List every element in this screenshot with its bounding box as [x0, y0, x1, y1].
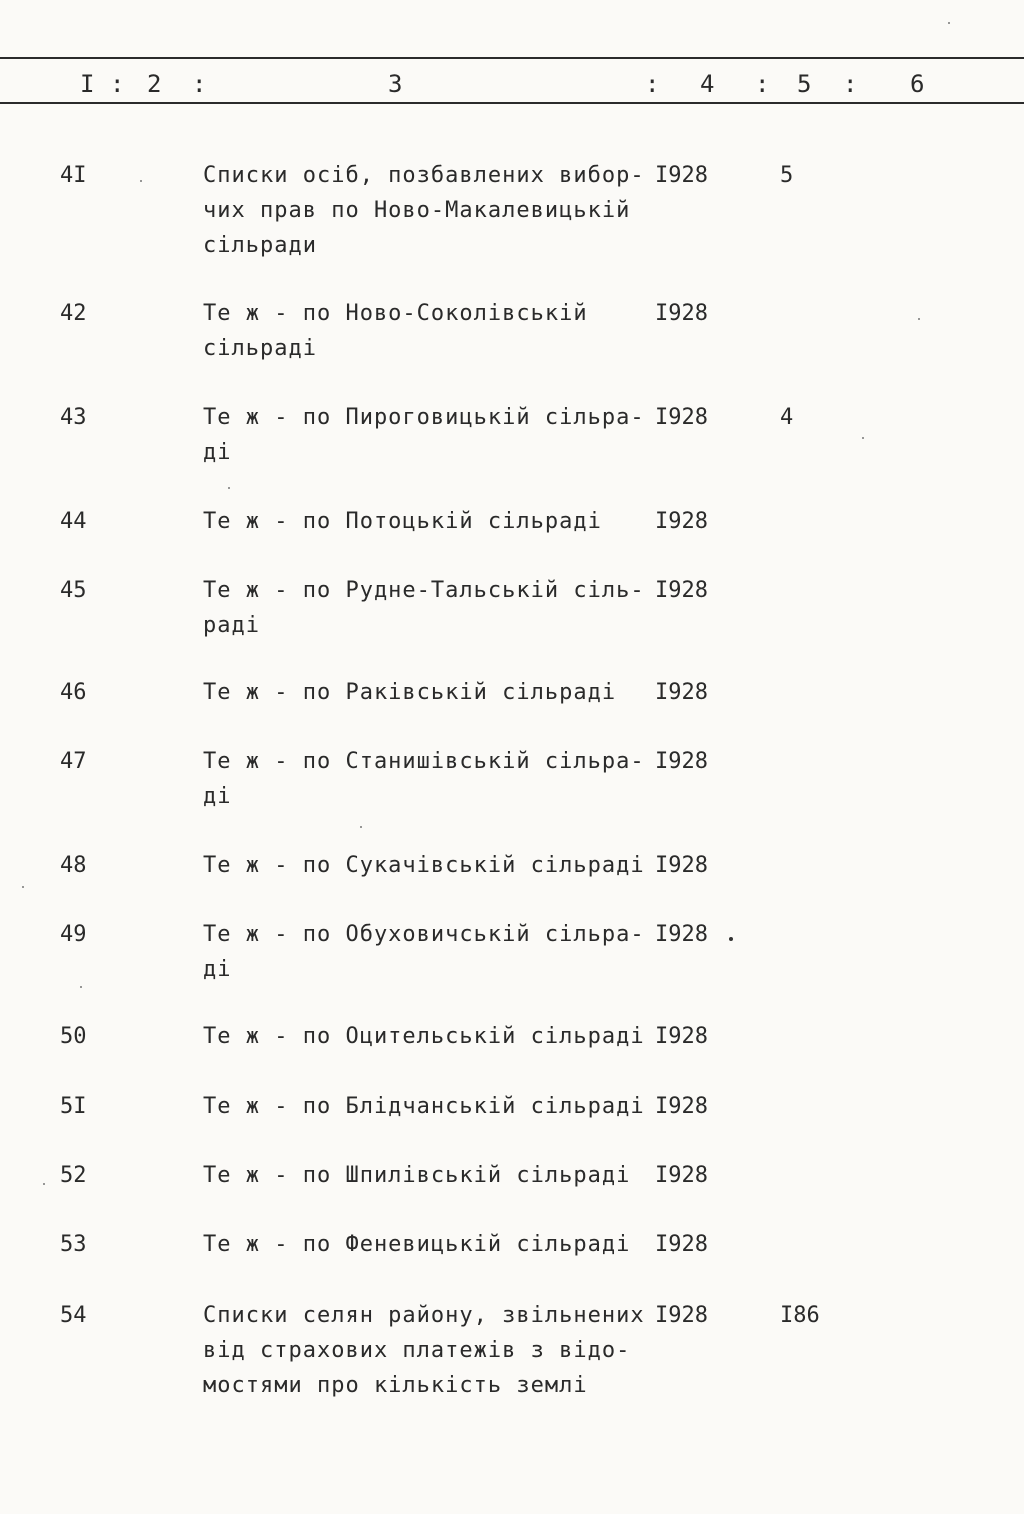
scan-speck	[43, 1183, 45, 1185]
row-description: Те ж - по Феневицькій сільраді	[203, 1232, 631, 1257]
col-header-1: I	[80, 70, 97, 98]
col-separator: :	[843, 70, 860, 98]
row-number: 5I	[60, 1094, 87, 1119]
row-number: 49	[60, 922, 87, 947]
col-header-3: 3	[388, 70, 405, 98]
row-year: I928	[655, 163, 708, 188]
scan-speck	[80, 986, 82, 988]
header-top-rule	[0, 57, 1024, 59]
row-description: Те ж - по Станишівській сільра- ді	[203, 749, 645, 809]
row-number: 42	[60, 301, 87, 326]
col-separator: :	[192, 70, 209, 98]
row-description: Списки осіб, позбавлених вибор- чих прав по Ново-Макалевицькій сільради	[203, 163, 645, 258]
row-year: I928	[655, 853, 708, 878]
row-count: 5	[780, 163, 794, 188]
row-description: Те ж - по Шпилівській сільраді	[203, 1163, 631, 1188]
row-number: 52	[60, 1163, 87, 1188]
row-number: 43	[60, 405, 87, 430]
col-header-5: 5	[797, 70, 814, 98]
row-year: I928	[655, 1094, 708, 1119]
col-separator: :	[755, 70, 772, 98]
scan-speck	[360, 826, 362, 828]
row-count: 4	[780, 405, 794, 430]
row-number: 47	[60, 749, 87, 774]
row-number: 53	[60, 1232, 87, 1257]
row-description: Те ж - по Оцительській сільраді	[203, 1024, 645, 1049]
row-year: I928	[655, 749, 708, 774]
row-description: Те ж - по Ново-Соколівській сільраді	[203, 301, 588, 361]
row-year: I928	[655, 578, 708, 603]
row-number: 45	[60, 578, 87, 603]
scan-speck	[22, 886, 24, 888]
row-description: Те ж - по Обуховичській сільра- ді	[203, 922, 645, 982]
row-description: Те ж - по Раківській сільраді	[203, 680, 617, 705]
col-separator: :	[645, 70, 662, 98]
col-separator: :	[110, 70, 127, 98]
row-description: Те ж - по Потоцькій сільраді	[203, 509, 602, 534]
row-year: I928	[655, 301, 708, 326]
header-bottom-rule	[0, 102, 1024, 104]
scan-speck	[729, 937, 733, 941]
row-number: 50	[60, 1024, 87, 1049]
row-year: I928	[655, 1163, 708, 1188]
row-count: I86	[780, 1303, 820, 1328]
row-year: I928	[655, 1024, 708, 1049]
row-number: 44	[60, 509, 87, 534]
col-header-6: 6	[910, 70, 927, 98]
col-header-2: 2	[147, 70, 164, 98]
row-description: Те ж - по Блідчанській сільраді	[203, 1094, 645, 1119]
row-number: 54	[60, 1303, 87, 1328]
row-number: 46	[60, 680, 87, 705]
row-description: Те ж - по Сукачівській сільраді	[203, 853, 645, 878]
row-description: Списки селян району, звільнених від страхових платежів з відо- мостями про кількість землі	[203, 1303, 645, 1398]
row-year: I928	[655, 680, 708, 705]
row-year: I928	[655, 1303, 708, 1328]
row-number: 48	[60, 853, 87, 878]
scan-speck	[140, 180, 142, 182]
scan-speck	[948, 22, 950, 24]
scan-speck	[228, 487, 230, 489]
row-description: Те ж - по Рудне-Тальській сіль- раді	[203, 578, 645, 638]
scan-speck	[862, 437, 864, 439]
row-description: Те ж - по Пироговицькій сільра- ді	[203, 405, 645, 465]
row-year: I928	[655, 1232, 708, 1257]
row-year: I928	[655, 509, 708, 534]
col-header-4: 4	[700, 70, 717, 98]
scan-speck	[918, 318, 920, 320]
row-year: I928	[655, 405, 708, 430]
row-number: 4I	[60, 163, 87, 188]
row-year: I928	[655, 922, 708, 947]
